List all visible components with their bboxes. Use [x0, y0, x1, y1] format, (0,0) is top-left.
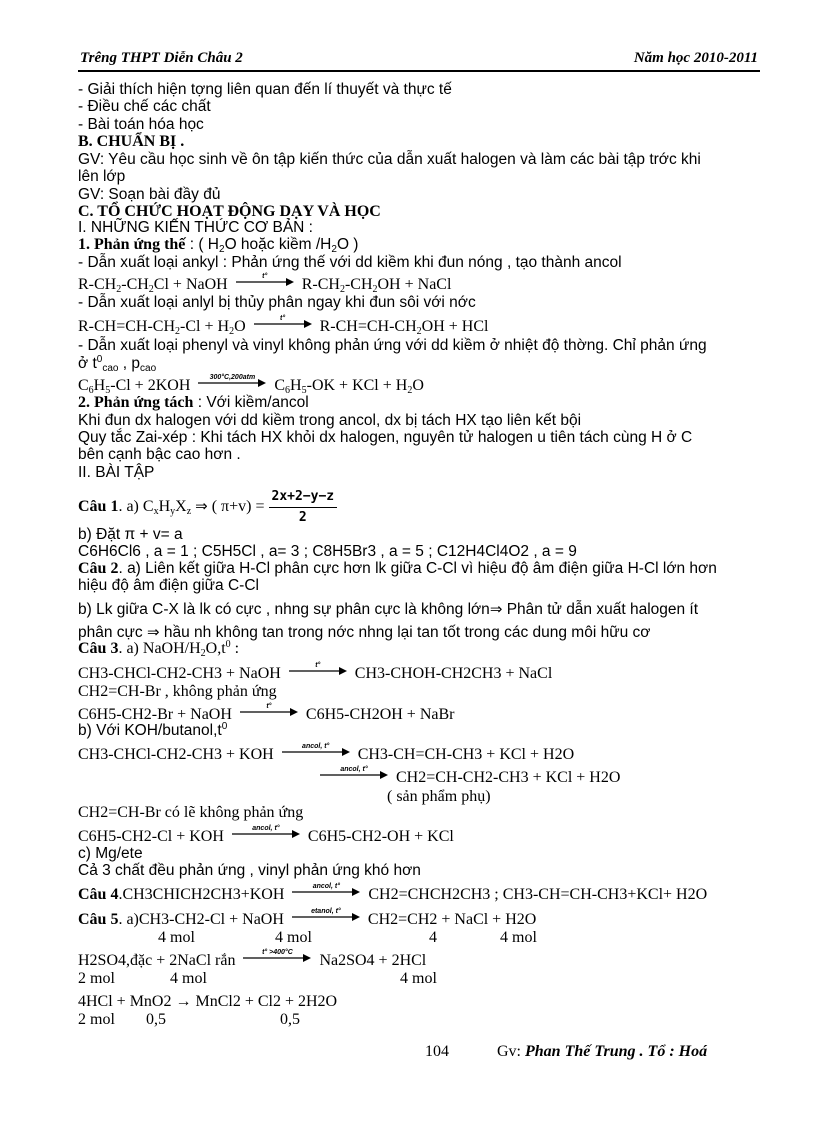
header-year: Năm học 2010-2011 — [633, 50, 758, 66]
header-divider — [78, 70, 760, 72]
reaction-arrow: t° — [240, 707, 298, 717]
text-line: b) Lk giữa C-X là lk có cực , nhng sự phân cực là không lớn⇒ Phân tử dẫn xuất halogen ít — [78, 600, 699, 618]
mole-value: 4 mol — [170, 970, 207, 987]
question-3: Câu 3. a) NaOH/$H_2O,t^0$ : — [78, 639, 240, 659]
reaction-type-2: 2. Phản ứng tách : Với kiềm/ancol — [78, 394, 309, 411]
text-line: - Dẫn xuất loại phenyl và vinyl không phản ứng với dd kiềm ở nhiệt độ thờng. Chỉ phản ứng — [78, 337, 707, 354]
text-line: - Bài toán hóa học — [78, 116, 204, 133]
mole-value: 2 mol — [78, 1011, 115, 1028]
text-line: C6H6Cl6 , a = 1 ; C5H5Cl , a= 3 ; C8H5Br3 , a = 5 ; C12H4Cl4O2 , a = 9 — [78, 543, 577, 560]
text-line: hiệu độ âm điện giữa C-Cl — [78, 577, 259, 594]
section-heading-c: C. TỔ CHỨC HOẠT ĐỘNG DẠY VÀ HỌC — [78, 203, 381, 220]
mole-value: 4 — [429, 929, 437, 946]
equation-line: $R-CH_2-CH_2Cl$ + NaOH t° $R-CH_2-CH_2OH$ + NaCl — [78, 273, 452, 295]
text-line: lên lớp — [78, 168, 126, 185]
equation-line: $R-CH=CH-CH_2-Cl + H_2O$ t° $R-CH=CH-CH_2OH$ + HCl — [78, 315, 489, 337]
reaction-arrow: t° — [236, 277, 294, 287]
mole-value: 0,5 — [146, 1011, 166, 1028]
question-2: Câu 2. a) Liên kết giữa H-Cl phân cực hơn lk giữa C-Cl vì hiệu độ âm điện giữa H-Cl lớn hơn — [78, 560, 717, 577]
equation-line: CH3-CHCl-CH2-CH3 + NaOH t° CH3-CHOH-CH2CH3 + NaCl — [78, 662, 553, 682]
equation-line: C6H5-CH2-Br + NaOH t° C6H5-CH2OH + NaBr — [78, 703, 455, 723]
text-line: - Dẫn xuất loại ankyl : Phản ứng thế với dd kiềm khi đun nóng , tạo thành ancol — [78, 254, 622, 271]
implies-icon: ⇒ — [489, 600, 503, 618]
text-line: bên cạnh bậc cao hơn . — [78, 446, 241, 463]
text-line: Cả 3 chất đều phản ứng , vinyl phản ứng khó hơn — [78, 862, 421, 879]
header-school: Trêng THPT Diễn Châu 2 — [80, 50, 243, 66]
footer-author: Gv: Phan Thế Trung . Tổ : Hoá — [497, 1043, 708, 1060]
mole-value: 4 mol — [500, 929, 537, 946]
text-line: phân cực ⇒ hầu nh không tan trong nớc nhng lại tan tốt trong các dung môi hữu cơ — [78, 623, 651, 641]
implies-icon: ⇒ — [146, 623, 160, 641]
page-number: 104 — [425, 1043, 449, 1060]
section-heading-ii: II. BÀI TẬP — [78, 464, 155, 481]
mole-value: 4 mol — [275, 929, 312, 946]
text-line: ở $t^0_{cao}$ , $p_{cao}$ — [78, 354, 157, 374]
text-line: ( sản phẩm phụ) — [387, 788, 491, 805]
text-line: Quy tắc Zai-xép : Khi tách HX khỏi dx halogen, nguyên tử halogen u tiên tách cùng H ở C — [78, 429, 693, 446]
mole-value: 4 mol — [158, 929, 195, 946]
mole-value: 0,5 — [280, 1011, 300, 1028]
mole-value: 2 mol — [78, 970, 115, 987]
text-line: CH2=CH-Br , không phản ứng — [78, 683, 277, 700]
equation-line: C6H5-CH2-Cl + KOH ancol, t° C6H5-CH2-OH + KCl — [78, 825, 454, 845]
text-line: - Dẫn xuất loại anlyl bị thủy phân ngay khi đun sôi với nớc — [78, 294, 476, 311]
question-5: Câu 5. a)CH3-CH2-Cl + NaOH etanol, t° CH2=CH2 + NaCl + H2O — [78, 908, 537, 928]
section-heading-i: I. NHỮNG KIẾN THỨC CƠ BẢN : — [78, 219, 313, 236]
reaction-arrow: t° — [254, 319, 312, 329]
question-1: Câu 1. a) $C_xH_yX_z$ ⇒ ( π+v) = $\frac{2x+2-y-z}{2}$ — [78, 488, 337, 527]
equation-line: H2SO4,đặc + 2NaCl rắn t° >400°C Na2SO4 + 2HCl — [78, 949, 427, 969]
text-line: - Điều chế các chất — [78, 98, 211, 115]
equation-line: CH3-CHCl-CH2-CH3 + KOH ancol, t° CH3-CH=CH-CH3 + KCl + H2O — [78, 743, 575, 763]
text-line: c) Mg/ete — [78, 845, 143, 862]
implies-icon: ⇒ — [195, 497, 208, 516]
reaction-arrow: ancol, t° — [232, 829, 300, 839]
text-line: GV: Yêu cầu học sinh về ôn tập kiến thức của dẫn xuất halogen và làm các bài tập trớc khi — [78, 151, 701, 168]
text-line: GV: Soạn bài đầy đủ — [78, 186, 221, 203]
reaction-arrow: etanol, t° — [292, 912, 360, 922]
text-line: b) Đặt π + v= a — [78, 526, 183, 543]
reaction-arrow: t° — [289, 666, 347, 676]
text-line: CH2=CH-Br có lẽ không phản ứng — [78, 804, 304, 821]
text-line: Khi đun dx halogen với dd kiềm trong ancol, dx bị tách HX tạo liên kết bội — [78, 412, 582, 429]
unsaturation-formula: $\frac{2x+2-y-z}{2}$ — [269, 488, 338, 527]
question-4: Câu 4.CH3CHICH2CH3+KOH ancol, t° CH2=CHCH2CH3 ; CH3-CH=CH-CH3+KCl+ H2O — [78, 883, 708, 903]
equation-line: ancol, t° CH2=CH-CH2-CH3 + KCl + H2O — [316, 769, 620, 787]
reaction-arrow: 300°C,200atm — [198, 378, 266, 388]
reaction-arrow: ancol, t° — [292, 887, 360, 897]
section-heading-b: B. CHUẨN BỊ . — [78, 133, 185, 150]
text-line: b) Với KOH/$butanol,t^0$ — [78, 721, 228, 739]
mole-value: 4 mol — [400, 970, 437, 987]
text-line: - Giải thích hiện tợng liên quan đến lí thuyết và thực tế — [78, 81, 452, 98]
reaction-arrow: ancol, t° — [282, 747, 350, 757]
equation-line: $C_6H_5-Cl + 2KOH$ 300°C,200atm $C_6H_5-OK$ + KCl + $H_2O$ — [78, 374, 424, 396]
reaction-arrow: ancol, t° — [320, 770, 388, 780]
equation-line: 4HCl + MnO2 → MnCl2 + Cl2 + 2H2O — [78, 993, 338, 1010]
reaction-type-1: 1. Phản ứng thế : ( $H_2O$ hoặc kiềm $/H_2O$ ) — [78, 236, 359, 255]
reaction-arrow: t° >400°C — [243, 953, 311, 963]
